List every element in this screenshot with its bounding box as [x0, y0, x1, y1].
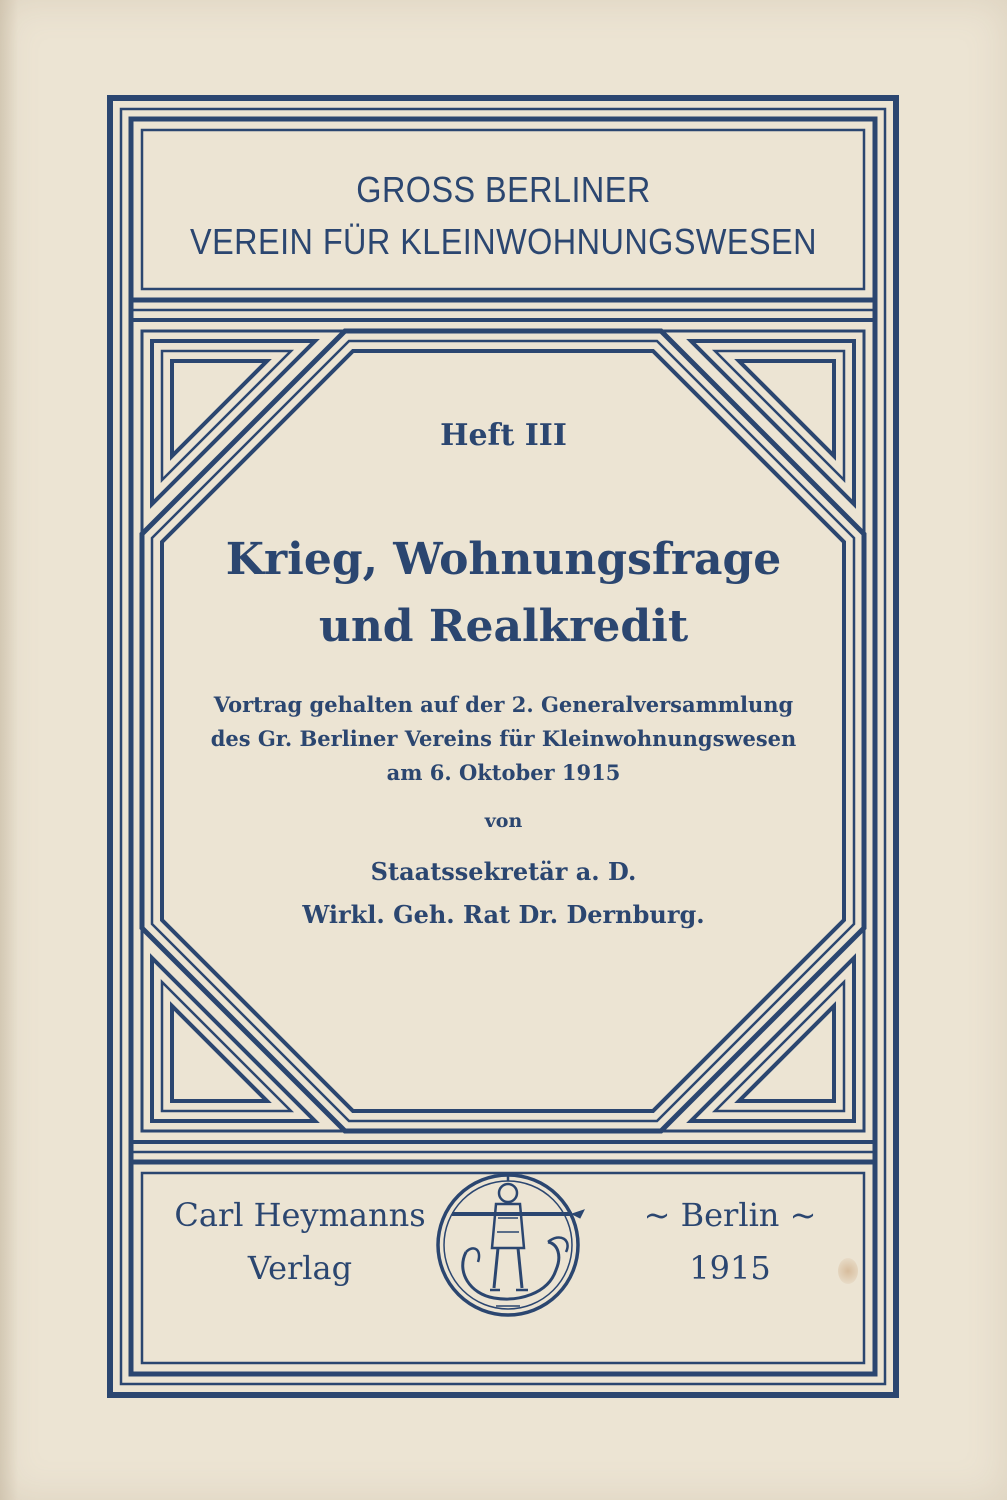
- society-name-line2: VEREIN FÜR KLEINWOHNUNGSWESEN: [190, 221, 817, 262]
- subtitle-line3: am 6. Oktober 1915: [386, 760, 621, 785]
- publisher-label: Verlag: [247, 1249, 353, 1287]
- issue-number: Heft III: [440, 418, 567, 453]
- title-line1: Krieg, Wohnungsfrage: [225, 534, 782, 585]
- subtitle-line1: Vortrag gehalten auf der 2. Generalversammlung: [213, 692, 794, 717]
- title-line2: und Realkredit: [318, 601, 689, 652]
- publisher-seal-knight-icon: [438, 1175, 584, 1315]
- paper-stain: [838, 1258, 858, 1284]
- subtitle-line2: des Gr. Berliner Vereins für Kleinwohnungswesen: [210, 726, 797, 751]
- publication-place: ~ Berlin ~: [643, 1196, 817, 1234]
- author-name: Wirkl. Geh. Rat Dr. Dernburg.: [302, 900, 705, 929]
- society-name-line1: GROSS BERLINER: [356, 169, 651, 210]
- publisher-name: Carl Heymanns: [174, 1196, 426, 1234]
- publication-year: 1915: [689, 1249, 771, 1287]
- author-title: Staatssekretär a. D.: [370, 857, 637, 886]
- by-label: von: [484, 810, 523, 832]
